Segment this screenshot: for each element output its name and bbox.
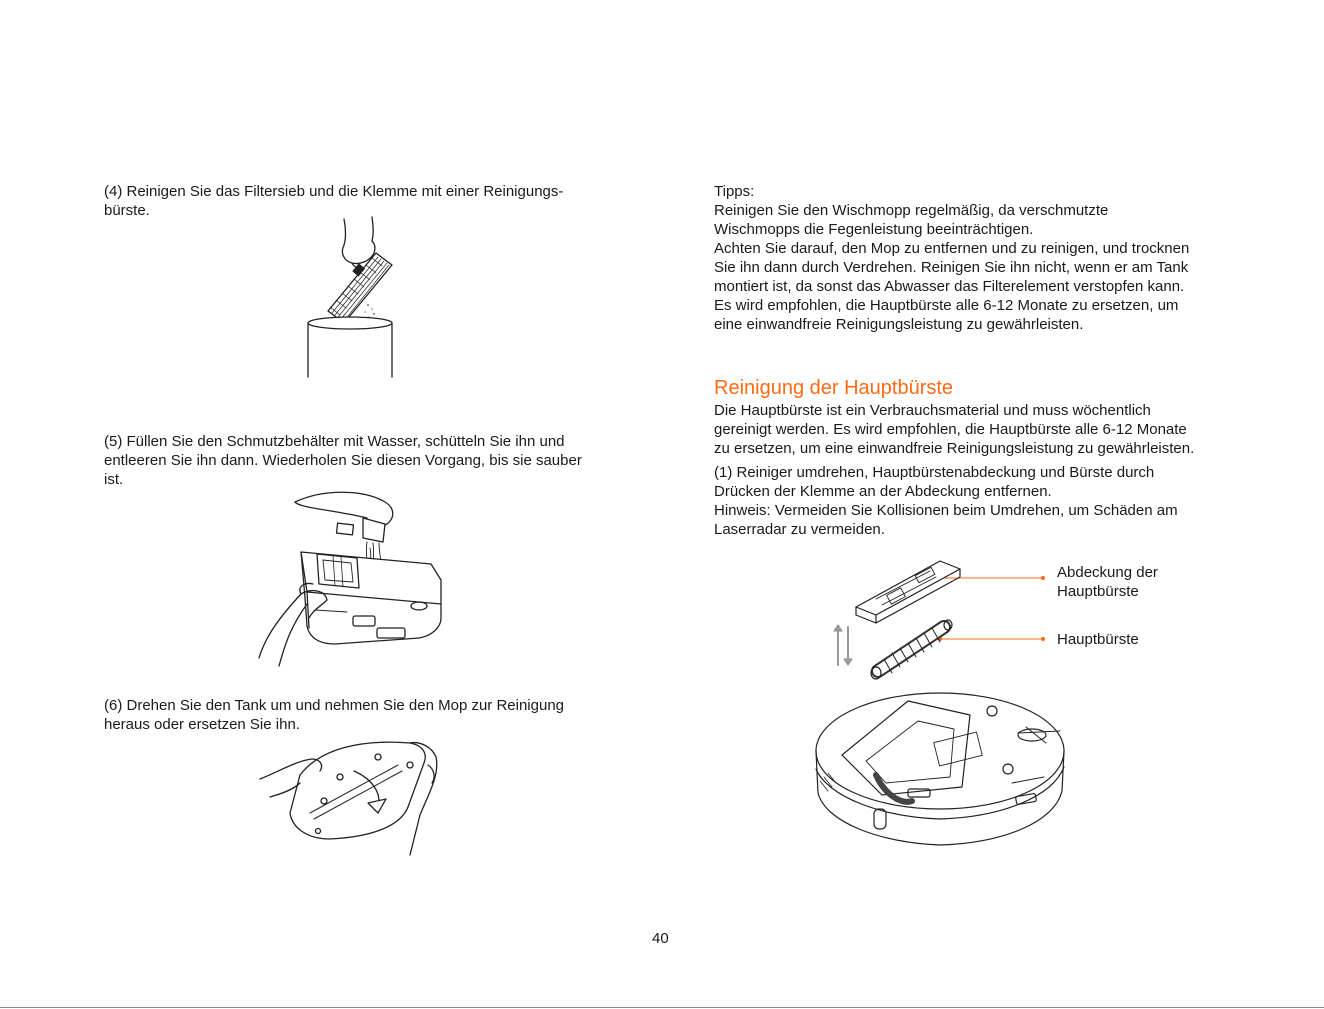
mop-removal-illustration [260,735,450,860]
filter-cleaning-illustration [300,215,420,380]
bottom-rule [0,1007,1324,1008]
main-brush-removal-illustration [812,555,1067,855]
callout-main-brush: Hauptbürste [1057,631,1139,648]
section-heading: Reinigung der Hauptbürste [714,377,954,399]
page-number: 40 [652,930,669,947]
section-intro-text: Die Hauptbürste ist ein Verbrauchsmaterial und muss wöchentlich gereinigt werden. Es wird empfohlen, die Hauptbürste alle 6-12 Monate zu ersetzen, um eine einwandfreie Reinigungsleistung zu gewährleisten. [714,402,1195,457]
step1-text: (1) Reiniger umdrehen, Hauptbürstenabdeckung und Bürste durch Drücken der Klemme an der Abdeckung entfernen. Hinweis: Vermeiden Sie Kollisionen beim Umdrehen, um Schäden am Laserradar zu vermeiden. [714,464,1178,538]
tips-text: Tipps: Reinigen Sie den Wischmopp regelmäßig, da verschmutzte Wischmopps die Fegenleistung beeinträchtigen. Achten Sie darauf, den Mop zu entfernen und zu reinigen, und trocknen Sie ihn dann durch Verdrehen. Reinigen Sie ihn nicht, wenn er am Tank montiert ist, da sonst das Abwasser das Filterelement verstopfen kann. Es wird empfohlen, die Hauptbürste alle 6-12 Monate zu ersetzen, um eine einwandfreie Reinigungsleistung zu gewährleisten. [714,183,1190,333]
step5-text: (5) Füllen Sie den Schmutzbehälter mit Wasser, schütteln Sie ihn und entleeren Sie ihn dann. Wiederholen Sie diesen Vorgang, bis sie sauber ist. [104,433,582,488]
step4-text: (4) Reinigen Sie das Filtersieb und die Klemme mit einer Reinigungs- bürste. [104,183,564,219]
callout-brush-cover: Abdeckung der Hauptbürste [1057,564,1158,600]
step6-text: (6) Drehen Sie den Tank um und nehmen Sie den Mop zur Reinigung heraus oder ersetzen Sie ihn. [104,697,565,733]
dust-bin-rinsing-illustration [255,488,455,666]
